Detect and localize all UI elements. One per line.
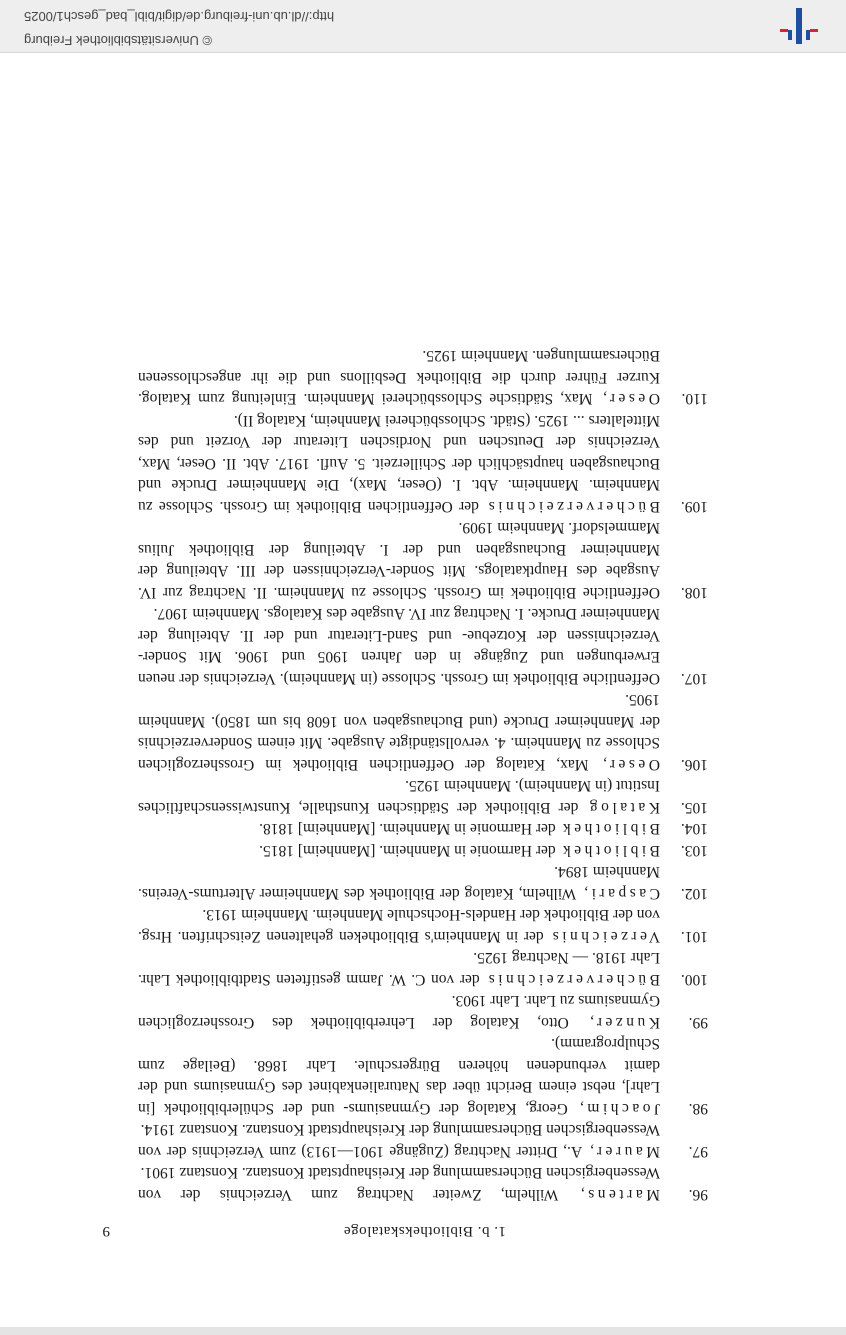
- entry-text: Oeffentliche Bibliothek im Grossh. Schlosse (in Mannheim). Verzeichnis der neuen Erwerbungen und Zugänge in den Jahren 1905 und 1906. Mit Sonder-Verzeichnissen der Kotzebue- und Sand-Literatur und der II. Abteilung der Mannheimer Drucke. I. Nachtrag zur IV. Ausgabe des Katalogs. Mannheim 1907.: [138, 605, 660, 687]
- bibliography-entry: [138, 818, 708, 840]
- entry-text: der von C. W. Jamm gestifteten Stadtbibliothek Lahr. Lahr 1918. — Nachtrag 1925.: [138, 949, 660, 988]
- running-head: [0, 1219, 846, 1239]
- entry-author: Kunzer,: [586, 1014, 660, 1031]
- footer-url-link[interactable]: http://dl.ub.uni-freiburg.de/digit/bibl_bad_gesch1/0025: [24, 9, 335, 24]
- entry-author: Oeser,: [599, 756, 660, 773]
- bibliography-entry: [138, 861, 708, 904]
- bibliography-entry: [138, 1033, 708, 1119]
- entry-text: Georg, Katalog der Gymnasiums- und der Schülerbibliothek [in Lahr], nebst einem Bericht über das Naturalienkabinet des Gymnasiums und der damit verbundenen höheren Bürgerschule. Lahr 1868. (Beilage zum Schulprogramm).: [138, 1035, 660, 1117]
- entry-text: Max, Städtische Schlossbücherei Mannheim. Einleitung zum Katalog. Kurzer Führer durch die Bibliothek Desbillons und die ihr angeschlossenen Büchersammlungen. Mannheim 1925.: [138, 347, 660, 408]
- entry-number: 99.: [688, 1014, 708, 1031]
- bibliography-entry: [138, 840, 708, 862]
- bibliography-entry: [138, 947, 708, 990]
- bibliography-entry: [138, 990, 708, 1033]
- entry-number: 108.: [680, 584, 708, 601]
- entry-text: Max, Katalog der Oeffentlichen Bibliothek im Grossherzoglichen Schlosse zu Mannheim. 4. vervollständigte Ausgabe. Mit einem Sonderverzeichnis der Mannheimer Drucke (und Buchausgaben von 1608 bis um 1850). Mannheim 1905.: [138, 691, 660, 773]
- entry-text: der Harmonie in Mannheim. [Mannheim] 1815.: [259, 842, 560, 859]
- entry-text: Wilhelm, Katalog der Bibliothek des Mannheimer Altertums-Vereins. Mannheim 1894.: [138, 863, 660, 902]
- entry-number: 105.: [680, 799, 708, 816]
- footer-copyright: © Universitätsbibliothek Freiburg: [24, 33, 213, 48]
- entry-author: Bibliothek: [559, 842, 660, 859]
- bibliography-entry: [138, 689, 708, 775]
- entry-number: 110.: [681, 390, 708, 408]
- footer-bar: [0, 0, 846, 53]
- entry-author: Oeser,: [599, 390, 660, 408]
- page-number: 9: [102, 1223, 110, 1239]
- entry-text: der Harmonie in Mannheim. [Mannheim] 1818.: [259, 820, 560, 838]
- running-title: 1. b. Bibliothekskataloge: [343, 1223, 506, 1239]
- entry-author: Bücherverzeichnis: [485, 498, 660, 515]
- entry-number: 107.: [680, 670, 708, 687]
- entry-number: 98.: [688, 1100, 708, 1117]
- entry-number: 106.: [680, 756, 708, 773]
- entry-author: Bibliothek: [559, 820, 660, 838]
- entry-number: 103.: [680, 842, 708, 859]
- entry-number: 97.: [688, 1143, 708, 1160]
- entry-author: Katalog: [586, 799, 660, 816]
- entry-text: der Oeffentlichen Bibliothek im Grossh. Schlosse zu Mannheim. Mannheim. Abt. I. (Oeser, Max), Die Mannheimer Drucke und Buchausgaben hauptsächlich der Schillerzeit. 5. Aufl. 1917. Abt. II. Oeser, Max, Verzeichnis der Deutschen und Nordischen Literatur der Vorzeit und des Mittelalters ... 1925. (Städt. Schlossbücherei Mannheim, Katalog II).: [138, 412, 660, 515]
- bibliography-entry: [138, 904, 708, 947]
- entry-number: 96.: [688, 1186, 708, 1203]
- bibliography-list: [138, 345, 708, 1205]
- page-top-strip: [0, 1327, 846, 1335]
- bibliography-entry: [138, 603, 708, 689]
- entry-text: A., Dritter Nachtrag (Zugänge 1901—1913) zum Verzeichnis der von Wessenbergischen Büchersammlung der Kreishauptstadt Konstanz. Konstanz 1914.: [138, 1121, 660, 1160]
- entry-text: der Bibliothek der Städtischen Kunsthalle, Kunstwissenschaftliches Institut (in Mannheim). Mannheim 1925.: [138, 777, 660, 816]
- entry-text: Wilhelm, Zweiter Nachtrag zum Verzeichnis der von Wessenbergischen Büchersammlung der Kreishauptstadt Konstanz. Konstanz 1901.: [138, 1164, 660, 1203]
- bibliography-entry: [138, 410, 708, 518]
- entry-author: Maurer,: [586, 1143, 660, 1160]
- bibliography-entry: [138, 517, 708, 603]
- bibliography-entry: [138, 1162, 708, 1205]
- entry-author: Bücherverzeichnis: [485, 971, 660, 988]
- entry-text: Otto, Katalog der Lehrerbibliothek des Grossherzoglichen Gymnasiums zu Lahr. Lahr 1903.: [138, 992, 660, 1031]
- entry-author: Caspari,: [580, 885, 660, 902]
- entry-author: Verzeichnis: [549, 928, 660, 945]
- entry-author: Joachim,: [576, 1100, 660, 1117]
- entry-number: 104.: [680, 820, 708, 838]
- bibliography-entry: [138, 345, 708, 410]
- entry-number: 109.: [680, 498, 708, 515]
- ub-freiburg-logo-icon[interactable]: [776, 8, 820, 44]
- entry-number: 102.: [680, 885, 708, 902]
- entry-text: Oeffentliche Bibliothek im Grossh. Schlosse zu Mannheim. II. Nachtrag zur IV. Ausgabe des Hauptkatalogs. Mit Sonder-Verzeichnissen der III. Abteilung der Mannheimer Buchausgaben und der I. Abteilung der Bibliothek Julius Mammelsdorf. Mannheim 1909.: [138, 519, 660, 601]
- bibliography-entry: [138, 1119, 708, 1162]
- bibliography-entry: [138, 775, 708, 818]
- entry-number: 100.: [680, 971, 708, 988]
- entry-author: Martens,: [577, 1186, 660, 1203]
- entry-number: 101.: [680, 928, 708, 945]
- entry-text: der in Mannheim's Bibliotheken gehaltenen Zeitschriften. Hrsg. von der Bibliothek der Handels-Hochschule Mannheim. Mannheim 1913.: [138, 906, 660, 945]
